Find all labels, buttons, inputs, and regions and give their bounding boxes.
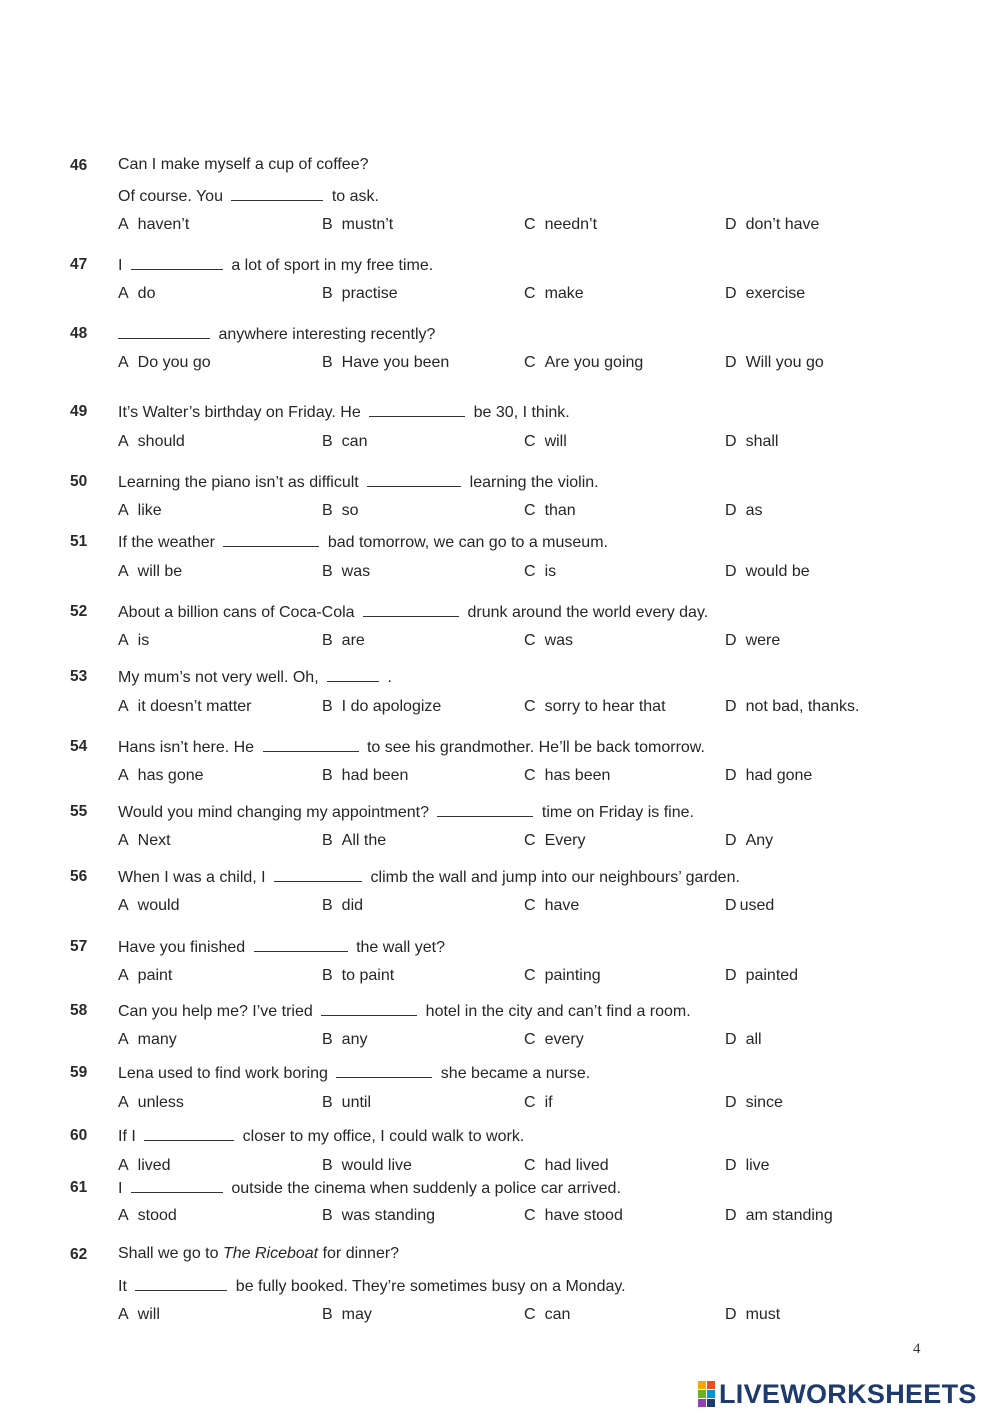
question-text: Shall we go to The Riceboat for dinner?: [118, 1245, 400, 1262]
answer-blank[interactable]: [254, 937, 348, 952]
option-b[interactable]: B All the: [322, 832, 387, 849]
option-a[interactable]: A will be: [118, 563, 183, 580]
option-c[interactable]: C make: [524, 285, 584, 302]
answer-blank[interactable]: [274, 867, 362, 882]
answer-blank[interactable]: [336, 1063, 432, 1078]
answer-blank[interactable]: [321, 1001, 417, 1016]
question-number: 46: [70, 157, 88, 174]
question-number: 49: [70, 403, 88, 420]
question-text: Of course. You to ask.: [118, 188, 379, 205]
option-c[interactable]: C needn’t: [524, 216, 598, 233]
option-a[interactable]: A haven’t: [118, 216, 190, 233]
question-number: 59: [70, 1064, 88, 1081]
question-text: Would you mind changing my appointment? time on Friday is fine.: [118, 804, 694, 821]
question-text: Learning the piano isn’t as difficult learning the violin.: [118, 474, 599, 491]
question-text: It’s Walter’s birthday on Friday. He be 30, I think.: [118, 404, 570, 421]
answer-blank[interactable]: [223, 532, 319, 547]
option-c[interactable]: C Every: [524, 832, 586, 849]
option-c[interactable]: C has been: [524, 767, 611, 784]
answer-blank[interactable]: [118, 324, 210, 339]
option-b[interactable]: B Have you been: [322, 354, 450, 371]
option-a[interactable]: A like: [118, 502, 162, 519]
option-a[interactable]: A unless: [118, 1094, 184, 1111]
question-text: Can you help me? I’ve tried hotel in the city and can’t find a room.: [118, 1003, 691, 1020]
option-c[interactable]: C every: [524, 1031, 584, 1048]
option-d[interactable]: D painted: [725, 967, 799, 984]
option-a[interactable]: A lived: [118, 1157, 171, 1174]
question-text: anywhere interesting recently?: [114, 324, 435, 344]
question-text: Can I make myself a cup of coffee?: [118, 156, 369, 173]
option-c[interactable]: C was: [524, 632, 574, 649]
option-d[interactable]: D would be: [725, 563, 810, 580]
option-b[interactable]: B to paint: [322, 967, 395, 984]
option-c[interactable]: C can: [524, 1306, 571, 1323]
option-a[interactable]: A would: [118, 897, 180, 914]
option-a[interactable]: A many: [118, 1031, 177, 1048]
option-b[interactable]: B until: [322, 1094, 372, 1111]
option-a[interactable]: A it doesn’t matter: [118, 698, 252, 715]
answer-blank[interactable]: [131, 1178, 223, 1193]
answer-blank[interactable]: [367, 472, 461, 487]
option-d[interactable]: D live: [725, 1157, 770, 1174]
option-d[interactable]: D as: [725, 502, 763, 519]
question-text: It be fully booked. They’re sometimes busy on a Monday.: [118, 1278, 626, 1295]
answer-blank[interactable]: [369, 402, 465, 417]
option-b[interactable]: B practise: [322, 285, 398, 302]
option-c[interactable]: C painting: [524, 967, 601, 984]
question-text: My mum’s not very well. Oh, .: [118, 669, 392, 686]
question-number: 53: [70, 668, 88, 685]
option-d[interactable]: D all: [725, 1031, 762, 1048]
question-number: 57: [70, 938, 88, 955]
option-d[interactable]: D Will you go: [725, 354, 824, 371]
option-a[interactable]: A should: [118, 433, 185, 450]
option-a[interactable]: A Do you go: [118, 354, 211, 371]
option-c[interactable]: C is: [524, 563, 557, 580]
answer-blank[interactable]: [131, 255, 223, 270]
question-number: 51: [70, 533, 88, 550]
question-number: 47: [70, 256, 88, 273]
option-d[interactable]: D had gone: [725, 767, 813, 784]
question-number: 55: [70, 803, 88, 820]
page-number: 4: [913, 1341, 921, 1357]
question-number: 54: [70, 738, 88, 755]
option-c[interactable]: C if: [524, 1094, 553, 1111]
answer-blank[interactable]: [263, 737, 359, 752]
option-d[interactable]: D used: [725, 897, 775, 914]
option-a[interactable]: A has gone: [118, 767, 204, 784]
liveworksheets-icon: [698, 1381, 715, 1407]
option-b[interactable]: B so: [322, 502, 359, 519]
option-c[interactable]: C have: [524, 897, 580, 914]
question-number: 50: [70, 473, 88, 490]
answer-blank[interactable]: [135, 1276, 227, 1291]
option-a[interactable]: A paint: [118, 967, 173, 984]
question-text: If I closer to my office, I could walk to work.: [118, 1128, 525, 1145]
option-b[interactable]: B was standing: [322, 1207, 436, 1224]
answer-blank[interactable]: [327, 667, 379, 682]
option-d[interactable]: D must: [725, 1306, 781, 1323]
option-b[interactable]: B was: [322, 563, 371, 580]
option-a[interactable]: A do: [118, 285, 156, 302]
option-b[interactable]: B had been: [322, 767, 409, 784]
question-text: I outside the cinema when suddenly a police car arrived.: [118, 1180, 621, 1197]
option-c[interactable]: C have stood: [524, 1207, 623, 1224]
question-text: Lena used to find work boring she became a nurse.: [118, 1065, 591, 1082]
restaurant-name: The Riceboat: [222, 1245, 319, 1262]
question-number: 61: [70, 1179, 88, 1196]
question-text: Have you finished the wall yet?: [118, 939, 446, 956]
option-d[interactable]: D Any: [725, 832, 774, 849]
question-text: If the weather bad tomorrow, we can go to a museum.: [118, 534, 608, 551]
option-b[interactable]: B mustn’t: [322, 216, 394, 233]
answer-blank[interactable]: [363, 602, 459, 617]
option-c[interactable]: C had lived: [524, 1157, 609, 1174]
question-text: I a lot of sport in my free time.: [118, 257, 434, 274]
question-text: About a billion cans of Coca-Cola drunk around the world every day.: [118, 604, 709, 621]
option-d[interactable]: D since: [725, 1094, 783, 1111]
option-b[interactable]: B did: [322, 897, 364, 914]
option-b[interactable]: B any: [322, 1031, 368, 1048]
option-d[interactable]: D shall: [725, 433, 779, 450]
question-text: When I was a child, I climb the wall and jump into our neighbours’ garden.: [118, 869, 740, 886]
answer-blank[interactable]: [437, 802, 533, 817]
answer-blank[interactable]: [144, 1126, 234, 1141]
option-a[interactable]: A stood: [118, 1207, 177, 1224]
option-b[interactable]: B are: [322, 632, 365, 649]
option-b[interactable]: B can: [322, 433, 368, 450]
answer-blank[interactable]: [231, 186, 323, 201]
liveworksheets-logo[interactable]: [698, 1377, 977, 1411]
question-number: 58: [70, 1002, 88, 1019]
question-number: 62: [70, 1246, 88, 1263]
question-text: Hans isn’t here. He to see his grandmother. He’ll be back tomorrow.: [118, 739, 705, 756]
option-d[interactable]: D were: [725, 632, 781, 649]
option-d[interactable]: D exercise: [725, 285, 806, 302]
option-b[interactable]: B I do apologize: [322, 698, 442, 715]
option-a[interactable]: A is: [118, 632, 150, 649]
option-c[interactable]: C will: [524, 433, 567, 450]
option-d[interactable]: D don’t have: [725, 216, 820, 233]
option-c[interactable]: C Are you going: [524, 354, 644, 371]
option-c[interactable]: C sorry to hear that: [524, 698, 666, 715]
question-number: 52: [70, 603, 88, 620]
question-number: 60: [70, 1127, 88, 1144]
option-b[interactable]: B would live: [322, 1157, 412, 1174]
option-a[interactable]: A will: [118, 1306, 160, 1323]
option-c[interactable]: C than: [524, 502, 576, 519]
option-b[interactable]: B may: [322, 1306, 372, 1323]
question-number: 48: [70, 325, 88, 342]
option-a[interactable]: A Next: [118, 832, 171, 849]
option-d[interactable]: D not bad, thanks.: [725, 698, 860, 715]
brand-text: LIVEWORKSHEETS: [719, 1378, 977, 1409]
option-d[interactable]: D am standing: [725, 1207, 833, 1224]
question-number: 56: [70, 868, 88, 885]
